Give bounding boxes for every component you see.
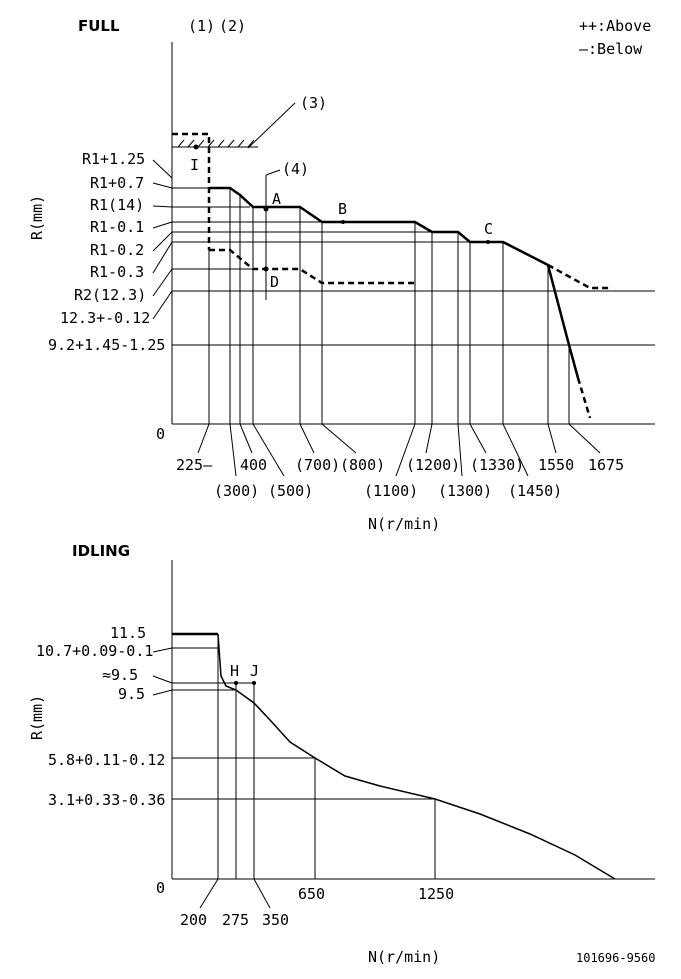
idling-x-labels bbox=[180, 879, 454, 929]
full-y-labels bbox=[48, 150, 172, 354]
idling-y-label-3-1: 3.1+0.33-0.36 bbox=[48, 791, 166, 809]
y-label-r1-minus-0-3: R1-0.3 bbox=[90, 263, 145, 281]
x-label-400: 400 bbox=[240, 456, 268, 474]
full-title: FULL bbox=[78, 17, 120, 35]
idling-y-label-5-8: 5.8+0.11-0.12 bbox=[48, 751, 166, 769]
point-c-label: C bbox=[484, 220, 494, 238]
point-a-label: A bbox=[272, 190, 282, 208]
point-h-marker bbox=[234, 681, 238, 685]
point-j-marker bbox=[252, 681, 256, 685]
idling-y-label-11-5: 11.5 bbox=[110, 624, 147, 642]
point-b-label: B bbox=[338, 200, 348, 218]
full-xlabel: N(r/min) bbox=[368, 515, 441, 533]
y-label-r1-plus-1-25: R1+1.25 bbox=[82, 150, 146, 168]
legend-above: ++:Above bbox=[579, 17, 652, 35]
full-cutoff-tail bbox=[578, 378, 590, 418]
y-label-r2-12-3: R2(12.3) bbox=[74, 286, 147, 304]
idling-xlabel: N(r/min) bbox=[368, 948, 441, 966]
full-origin: 0 bbox=[156, 425, 166, 443]
point-i-label: I bbox=[190, 156, 200, 174]
stopper-hatch bbox=[172, 140, 258, 147]
full-x-labels bbox=[176, 456, 624, 500]
idling-ref-lines bbox=[172, 648, 435, 799]
idling-ylabel: R(mm) bbox=[28, 694, 46, 740]
point-a-marker bbox=[264, 207, 269, 212]
idling-x-label-200: 200 bbox=[180, 911, 208, 929]
x-label-700: (700) bbox=[295, 456, 341, 474]
x-label-1100: (1100) bbox=[364, 482, 419, 500]
full-below-tail bbox=[548, 265, 612, 288]
idling-y-label-10-7: 10.7+0.09-0.1 bbox=[36, 642, 154, 660]
idling-origin: 0 bbox=[156, 879, 166, 897]
x-label-225: 225— bbox=[176, 456, 213, 474]
idling-title: IDLING bbox=[72, 542, 131, 560]
y-label-r1-minus-0-2: R1-0.2 bbox=[90, 241, 145, 259]
point-b-marker bbox=[341, 220, 345, 224]
x-label-1200: (1200) bbox=[406, 456, 461, 474]
point-d-marker bbox=[264, 267, 269, 272]
y-label-9-2: 9.2+1.45-1.25 bbox=[48, 336, 166, 354]
callout-4: (4) bbox=[282, 160, 310, 178]
x-label-1450: (1450) bbox=[508, 482, 563, 500]
point-h-label: H bbox=[230, 662, 240, 680]
idling-y-labels bbox=[36, 624, 172, 809]
x-label-1300: (1300) bbox=[438, 482, 493, 500]
idling-x-label-650: 650 bbox=[298, 885, 326, 903]
callout-3-leader bbox=[248, 103, 295, 148]
full-ylabel: R(mm) bbox=[28, 194, 46, 240]
idling-curve bbox=[218, 634, 615, 879]
top-label-2: (2) bbox=[219, 17, 247, 35]
point-c-marker bbox=[486, 240, 490, 244]
x-label-1330: (1330) bbox=[470, 456, 525, 474]
x-label-300: (300) bbox=[214, 482, 260, 500]
idling-y-label-9-5: 9.5 bbox=[118, 685, 146, 703]
idling-x-label-275: 275 bbox=[222, 911, 250, 929]
legend-below: —:Below bbox=[579, 40, 643, 58]
x-label-800: (800) bbox=[340, 456, 386, 474]
point-j-label: J bbox=[250, 662, 260, 680]
top-label-1: (1) bbox=[188, 17, 216, 35]
callout-4-leader bbox=[266, 170, 280, 175]
idling-y-label-approx-9-5: ≈9.5 bbox=[102, 666, 139, 684]
x-label-1550: 1550 bbox=[538, 456, 575, 474]
point-d-label: D bbox=[270, 273, 280, 291]
callout-3: (3) bbox=[300, 94, 328, 112]
full-vertical-ticks bbox=[209, 188, 569, 424]
y-label-12-3: 12.3+-0.12 bbox=[60, 309, 151, 327]
idling-x-label-1250: 1250 bbox=[418, 885, 455, 903]
startup-dashed-boundary bbox=[172, 134, 209, 250]
idling-x-label-350: 350 bbox=[262, 911, 290, 929]
y-label-r1-plus-0-7: R1+0.7 bbox=[90, 174, 145, 192]
y-label-r1-14: R1(14) bbox=[90, 196, 145, 214]
y-label-r1-minus-0-1: R1-0.1 bbox=[90, 218, 145, 236]
full-ref-lines bbox=[172, 188, 655, 345]
x-label-1675: 1675 bbox=[588, 456, 625, 474]
point-i-marker bbox=[194, 145, 199, 150]
x-label-500: (500) bbox=[268, 482, 314, 500]
footer-code: 101696-9560 bbox=[576, 951, 656, 965]
